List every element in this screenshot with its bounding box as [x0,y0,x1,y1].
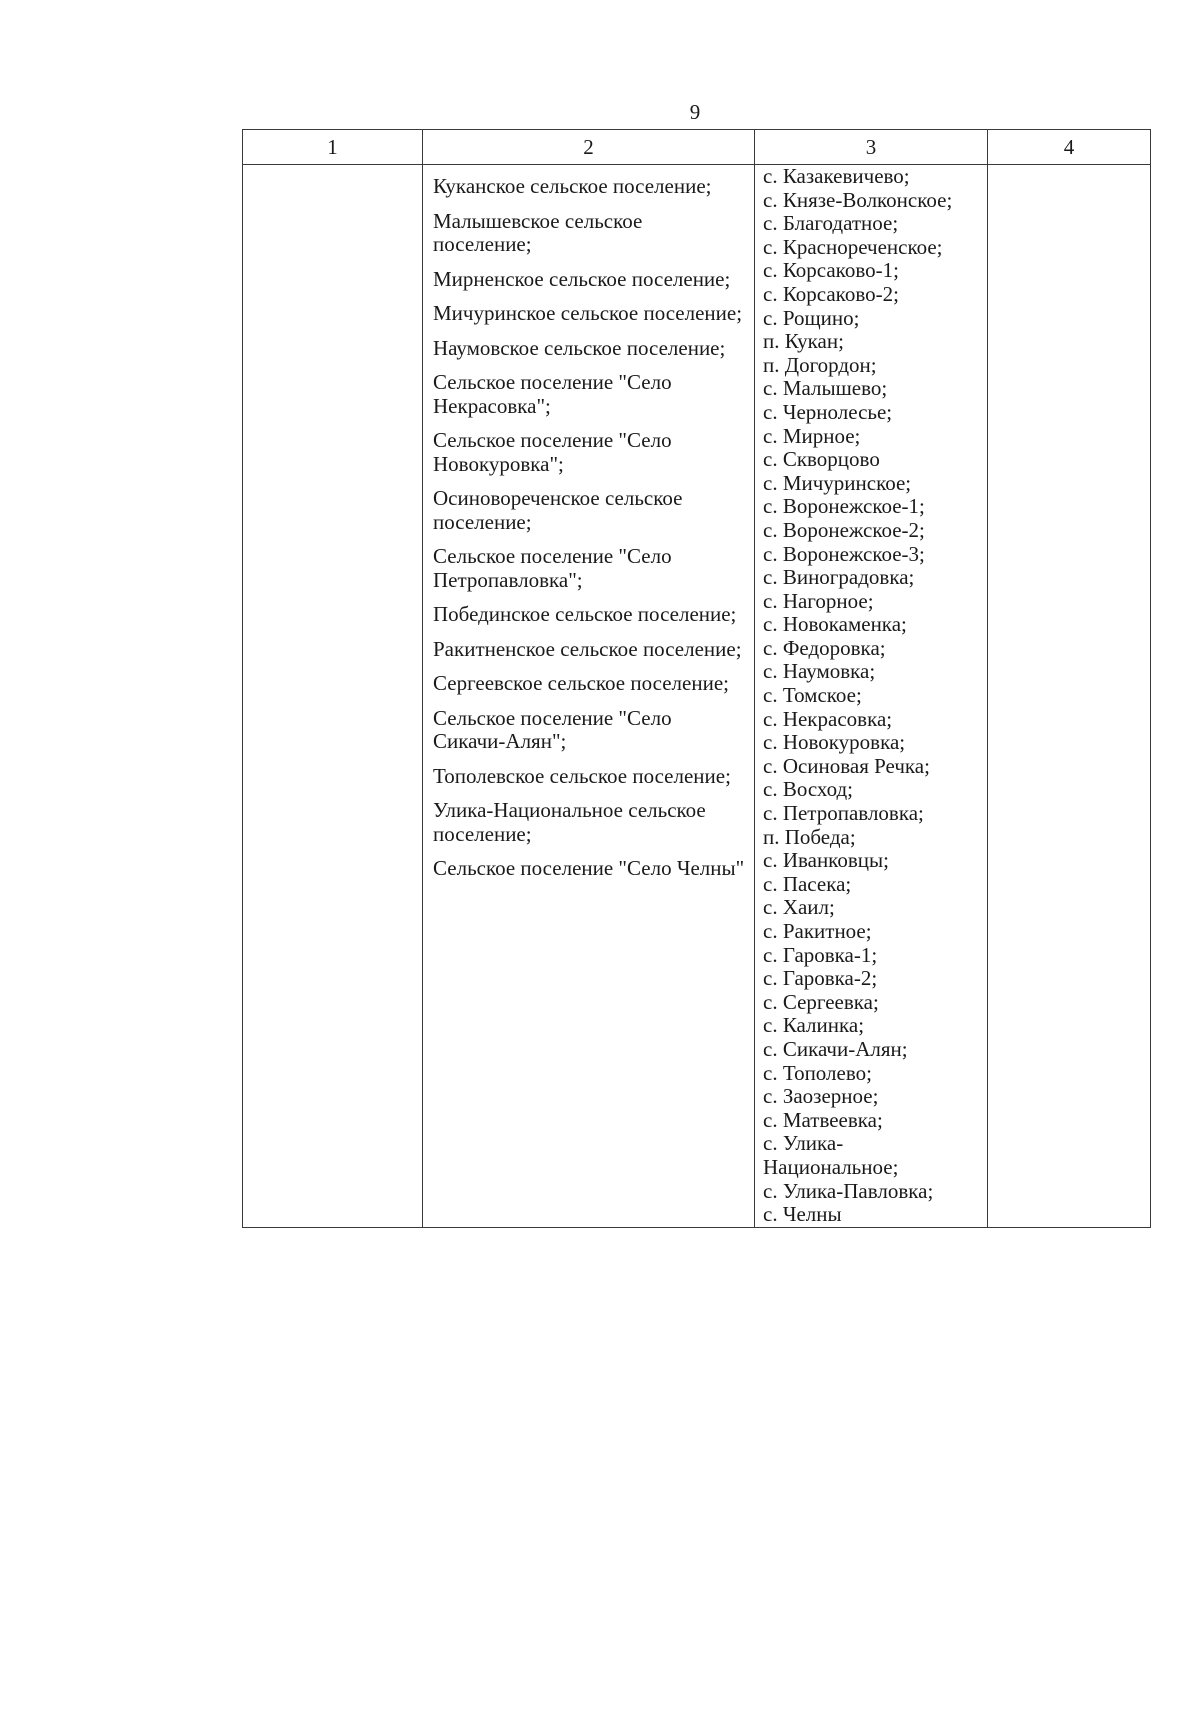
locality-item: п. Победа; [763,824,856,849]
locality-item: с. Некрасовка; [763,706,893,731]
locality-item: с. Сергеевка; [763,989,879,1014]
locality-item: с. Томское; [763,683,862,708]
settlement-item: Ракитненское сельское поселение; [433,636,742,661]
settlement-item: Сергеевское сельское поселение; [433,671,729,695]
col-1-cell [243,165,423,1228]
locality-item: с. Рощино; [763,305,860,330]
locality-item: с. Ракитное; [763,919,872,943]
header-row [243,130,1151,165]
locality-item: с. Краснореченское; [763,234,943,259]
header-col-1: 1 [243,130,423,165]
header-col-3: 3 [755,130,988,165]
settlement-item: Сельское поселение "Село Некрасовка"; [433,370,672,418]
locality-item: с. Челны [763,1202,842,1227]
locality-item: Национальное; [763,1154,899,1179]
locality-item: с. Виноградовка; [763,565,915,590]
locality-item: п. Кукан; [763,329,844,354]
header-col-4: 4 [988,130,1151,165]
locality-item: с. Матвеевка; [763,1107,883,1132]
locality-item: с. Петропавловка; [763,801,924,826]
settlement-item: Наумовское сельское поселение; [433,335,726,360]
settlement-item: Улика-Национальное сельское поселение; [433,798,706,846]
settlement-list [423,165,754,881]
settlement-item: Куканское сельское поселение; [433,174,712,198]
settlement-item: Побединское сельское поселение; [433,602,737,626]
locality-item: с. Иванковцы; [763,848,889,873]
locality-item: с. Воронежское-3; [763,541,925,566]
locality-item: с. Тополево; [763,1060,872,1085]
locality-item: с. Новокуровка; [763,730,906,755]
settlement-item: Осиновореченское сельское поселение; [433,486,683,534]
locality-item: с. Восход; [763,777,854,802]
locality-item: с. Наумовка; [763,659,876,684]
page-number: 9 [689,100,701,124]
locality-item: с. Калинка; [763,1013,865,1038]
locality-item: с. Воронежское-2; [763,517,925,542]
locality-item: с. Чернолесье; [763,399,893,424]
locality-item: с. Заозерное; [763,1084,879,1109]
locality-item: с. Улика-Павловка; [763,1178,934,1203]
settlements-table [242,129,1151,1228]
header-col-2: 2 [423,130,755,165]
col-2-cell [423,165,755,1228]
locality-item: с. Корсаково-2; [763,281,899,306]
locality-list [755,165,987,1227]
locality-item: с. Хаил; [763,895,835,920]
table-row [243,165,1151,1228]
col-3-cell [755,165,988,1228]
locality-item: с. Малышево; [763,376,888,401]
locality-item: с. Корсаково-1; [763,258,899,283]
col-4-cell [988,165,1151,1228]
locality-item: с. Сикачи-Алян; [763,1036,908,1061]
locality-item: с. Скворцово [763,447,880,472]
locality-item: с. Благодатное; [763,211,899,236]
locality-item: с. Пасека; [763,871,852,896]
locality-item: с. Нагорное; [763,588,874,613]
settlement-item: Тополевское сельское поселение; [433,763,731,788]
settlement-item: Сельское поселение "Село Сикачи-Алян"; [433,705,672,753]
settlement-item: Мичуринское сельское поселение; [433,301,743,325]
locality-item: п. Догордон; [763,352,877,377]
locality-item: с. Гаровка-2; [763,966,878,991]
settlement-item: Сельское поселение "Село Новокуровка"; [433,428,672,476]
locality-item: с. Осиновая Речка; [763,753,930,778]
locality-item: с. Федоровка; [763,635,886,660]
locality-item: с. Мирное; [763,423,861,448]
locality-item: с. Князе-Волконское; [763,187,953,212]
locality-item: с. Казакевичево; [763,164,910,188]
locality-item: с. Мичуринское; [763,470,912,495]
locality-item: с. Гаровка-1; [763,942,878,967]
locality-item: с. Воронежское-1; [763,494,925,519]
settlement-item: Сельское поселение "Село Челны" [433,856,745,880]
locality-item: с. Новокаменка; [763,612,907,637]
settlement-item: Сельское поселение "Село Петропавловка"; [433,544,672,592]
locality-item: с. Улика- [763,1131,844,1156]
settlement-item: Мирненское сельское поселение; [433,266,731,291]
settlement-item: Малышевское сельское поселение; [433,208,643,256]
